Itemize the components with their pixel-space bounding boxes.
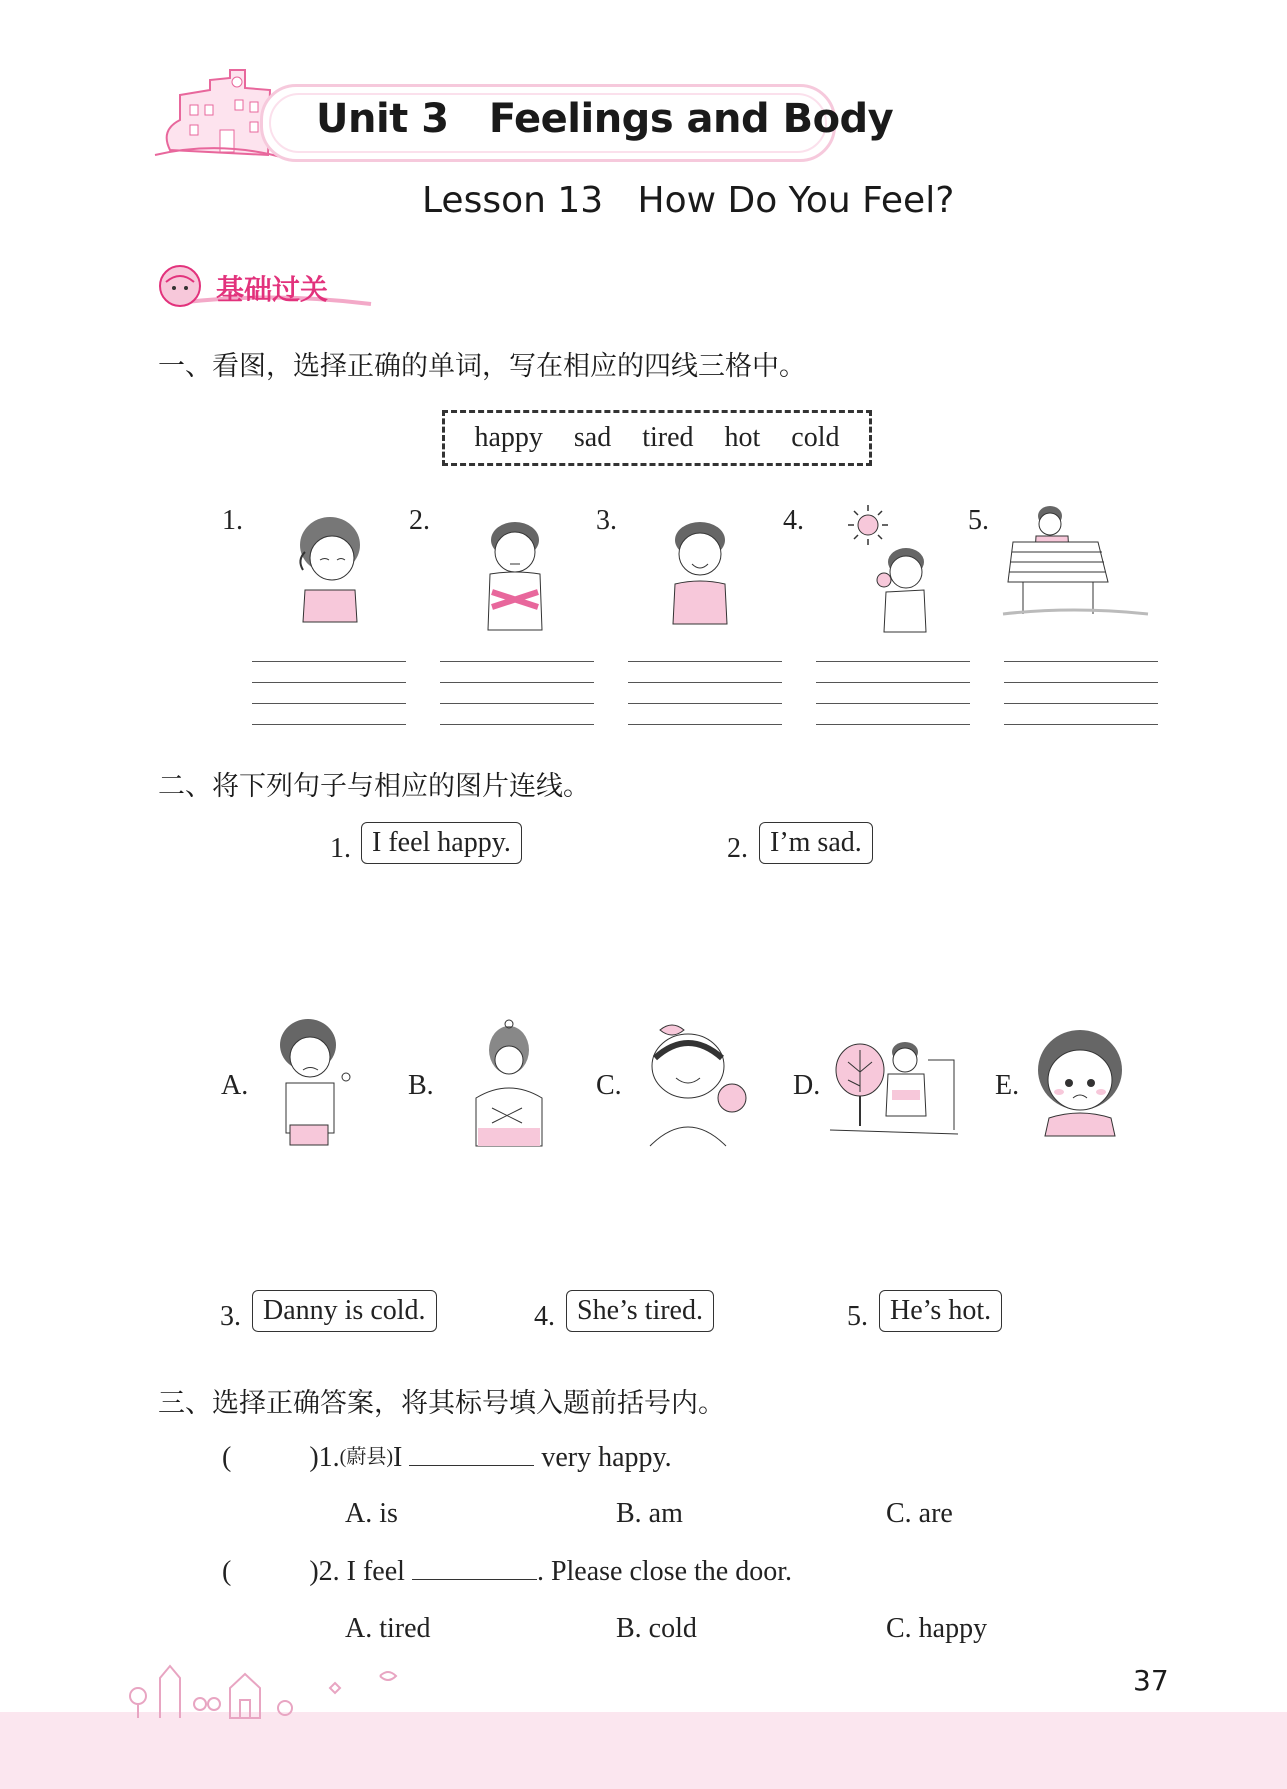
q1-item-number: 1. (222, 505, 243, 536)
option-c: C. are (886, 1498, 953, 1529)
option-a: A. is (345, 1498, 398, 1529)
word-bank-item: happy (474, 422, 543, 453)
picture-label: A. (221, 1070, 249, 1101)
answer-paren-open[interactable]: ( (222, 1442, 232, 1473)
option-b: B. cold (616, 1613, 697, 1644)
answer-paren-open[interactable]: ( (222, 1556, 232, 1587)
writing-lines[interactable] (628, 661, 782, 729)
sentence-number: 5. (847, 1301, 868, 1332)
option-a: A. tired (345, 1613, 431, 1644)
word-bank (442, 410, 872, 466)
section-badge (156, 262, 376, 308)
option-b: B. am (616, 1498, 683, 1529)
q1-item-number: 4. (783, 505, 804, 536)
sentence-number: 1. (330, 833, 351, 864)
word-bank-item: cold (791, 422, 840, 453)
sad-boy-on-bench-illustration (998, 502, 1153, 622)
footer-band (0, 1712, 1287, 1789)
happy-girl-with-apple-picture[interactable] (640, 1018, 755, 1148)
hot-boy-with-sun-illustration (828, 500, 938, 635)
writing-lines[interactable] (816, 661, 970, 729)
question-tag: (蔚县) (339, 1446, 393, 1468)
q1-item-number: 2. (409, 505, 430, 536)
question-text-after: very happy. (541, 1442, 672, 1473)
sentence-card[interactable]: Danny is cold. (252, 1290, 437, 1332)
picture-label: C. (596, 1070, 622, 1101)
word-bank-item: sad (573, 422, 612, 453)
option-c: C. happy (886, 1613, 988, 1644)
picture-label: B. (408, 1070, 434, 1101)
cold-boy-picture[interactable] (462, 1018, 557, 1148)
q1-instruction: 一、看图，选择正确的单词，写在相应的四线三格中。 (158, 351, 806, 382)
q3-instruction: 三、选择正确答案，将其标号填入题前括号内。 (158, 1388, 725, 1419)
sentence-number: 3. (220, 1301, 241, 1332)
picture-label: E. (995, 1070, 1020, 1101)
tired-girl-picture[interactable] (268, 1015, 358, 1150)
fill-blank (409, 1441, 534, 1466)
writing-lines[interactable] (1004, 661, 1158, 729)
q1-item-number: 3. (596, 505, 617, 536)
sentence-card[interactable]: I feel happy. (361, 822, 522, 864)
sentence-card[interactable]: I’m sad. (759, 822, 873, 864)
question-number: )1. (309, 1442, 340, 1473)
word-bank-item: hot (724, 422, 761, 453)
happy-boy-illustration (655, 512, 745, 627)
question-1 (222, 1440, 672, 1474)
cold-boy-illustration (470, 512, 560, 632)
tired-girl-illustration (285, 510, 375, 625)
q2-instruction: 二、将下列句子与相应的图片连线。 (158, 771, 590, 802)
fill-blank (412, 1555, 537, 1580)
sad-girl-picture[interactable] (1035, 1028, 1125, 1138)
question-text-before: I (392, 1442, 403, 1473)
page-number: 37 (1133, 1664, 1169, 1697)
question-number: )2. I feel (309, 1556, 405, 1587)
hot-boy-with-fan-picture[interactable] (830, 1030, 960, 1140)
question-text-after: . Please close the door. (536, 1556, 792, 1587)
question-2 (222, 1555, 792, 1588)
picture-label: D. (793, 1070, 821, 1101)
sentence-card[interactable]: He’s hot. (879, 1290, 1002, 1332)
sentence-card[interactable]: She’s tired. (566, 1290, 714, 1332)
town-decoration-icon (120, 1648, 420, 1720)
writing-lines[interactable] (252, 661, 406, 729)
sentence-number: 2. (727, 833, 748, 864)
section-label: 基础过关 (216, 273, 329, 306)
lesson-title: Lesson 13 How Do You Feel? (422, 180, 955, 221)
word-bank-item: tired (642, 422, 694, 453)
sentence-number: 4. (534, 1301, 555, 1332)
q1-item-number: 5. (968, 505, 989, 536)
writing-lines[interactable] (440, 661, 594, 729)
unit-title: Unit 3 Feelings and Body (316, 96, 894, 142)
